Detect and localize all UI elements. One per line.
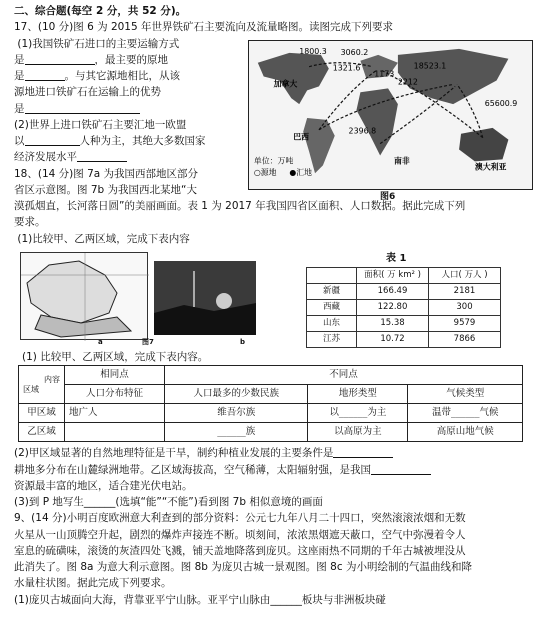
same-header: 相同点 (65, 366, 165, 385)
diff-header: 不同点 (165, 366, 523, 385)
legend-sink: ●汇地 (289, 168, 312, 178)
q19-l3: 室息的硫磺味，滚烫的灰渣四处飞溅，铺天盖地降落到庞贝。这座雨热不同期的千年古城被埋没从 (14, 544, 466, 557)
region-jia-shape (27, 261, 117, 323)
flow-value: 1321.6 (332, 63, 361, 73)
flow-value: 2396.8 (348, 126, 377, 136)
q17-p1-g: 是 (14, 101, 249, 117)
legend-source: ○源地 (253, 168, 277, 178)
comparison-table (18, 365, 523, 442)
answer-blank[interactable] (25, 70, 65, 81)
answer-blank[interactable] (25, 54, 95, 65)
q17-intro: 17、(10 分)图 6 为 2015 年世界铁矿石主要流向及流量略图。读图完成下列要求 (14, 21, 394, 34)
q18-p1: (1)比较甲、乙两区域，完成下表内容 (17, 232, 190, 245)
flow-value: 18523.1 (413, 61, 447, 71)
q19-p1: (1)庞贝古城面向大海，背靠亚平宁山脉。亚平宁山脉由______板块与非洲板块碰 (14, 593, 386, 606)
world-map-svg (249, 41, 532, 189)
q18-p2-c: 资源最丰富的地区，适合建光伏电站。 (14, 479, 193, 492)
q18-p2-b: 耕地多分布在山麓绿洲地带。乙区域海拔高，空气稀薄，太阳辐射强，是我国 (14, 462, 532, 478)
q18-p2-a: (2)甲区域显著的自然地理特征是干旱，制约种植业发展的主要条件是 (14, 445, 532, 461)
section-title: 二、综合题(每空 2 分，共 52 分)。 (14, 5, 187, 17)
q18-intro-b: 省区示意图。图 7b 为我国西北某地“大 (14, 183, 197, 196)
table-1-header: 人口( 万人 ) (429, 267, 501, 283)
table-row: 甲区域 地广人 维吾尔族 以______为主 温带______气候 (19, 404, 523, 423)
q18-intro-c: 漠孤烟直，长河落日圆”的美丽画面。表 1 为 2017 年我国四省区面积、人口数据。据此完成下列 (14, 200, 466, 213)
q17-p1-a: (1)我国铁矿石进口的主要运输方式 (17, 37, 180, 50)
q18-intro-d: 要求。 (14, 216, 46, 229)
figure-7-caption: 图7 (142, 337, 154, 346)
q19-l2: 火星从一山顶腾空升起，剧烈的爆炸声接连不断。顷刻间，浓浓黑烟遮天蔽口，空气中弥漫着令人 (14, 528, 466, 541)
figure-6-map (248, 40, 533, 190)
place-label: 澳大利亚 (474, 162, 507, 172)
place-label: 巴西 (293, 132, 310, 142)
q18-p3: (3)到 P 地写生______(选填“能”“不能”)看到图 7b 相似意境的画面 (14, 496, 323, 509)
figure-6-caption: 图6 (380, 192, 396, 202)
table-1-header (307, 267, 357, 283)
corner-cell: 内容 区域 (19, 366, 65, 404)
answer-blank[interactable] (25, 103, 140, 114)
south-america-shape (303, 118, 335, 173)
sub-header: 气候类型 (408, 385, 523, 404)
table-row: 江苏 10.72 7866 (307, 331, 501, 347)
unit-label: 单位：万吨 (253, 156, 294, 166)
table-row: 山东 15.38 9579 (307, 315, 501, 331)
q19-l1: 9、(14 分)小明百度欧洲意大利查到的部分资料：公元七九年八月二十四口，突然滚滚浓烟和无数 (14, 512, 466, 525)
q17-p2-d: 经济发展水平 (14, 149, 249, 165)
figure-7-and-table-1 (14, 249, 532, 349)
table-1 (306, 267, 501, 348)
sub-header: 人口分布特征 (65, 385, 165, 404)
figure-7b-sub: b (240, 337, 246, 346)
flow-value: 1800.3 (299, 46, 327, 56)
australia-shape (459, 128, 508, 162)
place-label: 加拿大 (273, 79, 298, 89)
table-row: 西藏 122.80 300 (307, 299, 501, 315)
q19-l5: 水量柱状图。据此完成下列要求。 (14, 577, 172, 590)
q17-p2-b: 以 人种为主，其绝大多数国家 (14, 135, 206, 148)
q17-p2-a: (2)世界上进口铁矿石主要汇地一欧盟 (14, 118, 187, 131)
q18-intro-a: 18、(14 分)图 7a 为我国西部地区部分 (14, 167, 199, 180)
q17-p1-d: 是 。与其它源地相比，从该 (14, 70, 180, 83)
q18-p1-repeat: (1) 比较甲、乙两区域，完成下表内容。 (22, 350, 209, 363)
answer-blank[interactable] (333, 447, 393, 458)
flow-value: 1173 (374, 69, 395, 79)
q17-p1-f: 源地进口铁矿石在运输上的优势 (14, 86, 161, 99)
sub-header: 地形类型 (308, 385, 408, 404)
figure-7b-photo (154, 261, 256, 335)
sun-icon (216, 293, 232, 309)
answer-blank[interactable] (25, 135, 80, 146)
flow-value: 3060.2 (340, 47, 369, 57)
figure-7a-map (20, 252, 148, 340)
answer-blank[interactable] (77, 151, 127, 162)
figure-7a-sub: a (98, 337, 103, 346)
table-row: 乙区域 ______族 以高原为主 高原山地气候 (19, 423, 523, 442)
place-label: 南非 (393, 156, 410, 166)
flow-value: 2212 (397, 77, 418, 87)
flow-value: 65600.9 (484, 99, 518, 109)
q17-left-column (14, 36, 249, 166)
table-1-header: 面积( 万 km² ) (357, 267, 429, 283)
answer-blank[interactable] (371, 464, 431, 475)
q17-p1-b: 是 ，最主要的原地 (14, 53, 168, 66)
table-row: 新疆 166.49 2181 (307, 283, 501, 299)
table-1-title: 表 1 (386, 252, 407, 264)
q19-l4: 此消失了。图 8a 为意大利示意图。图 8b 为庞贝古城一景观图。图 8c 为小明绘制的气温曲线和降 (14, 561, 472, 574)
sub-header: 人口最多的少数民族 (165, 385, 308, 404)
